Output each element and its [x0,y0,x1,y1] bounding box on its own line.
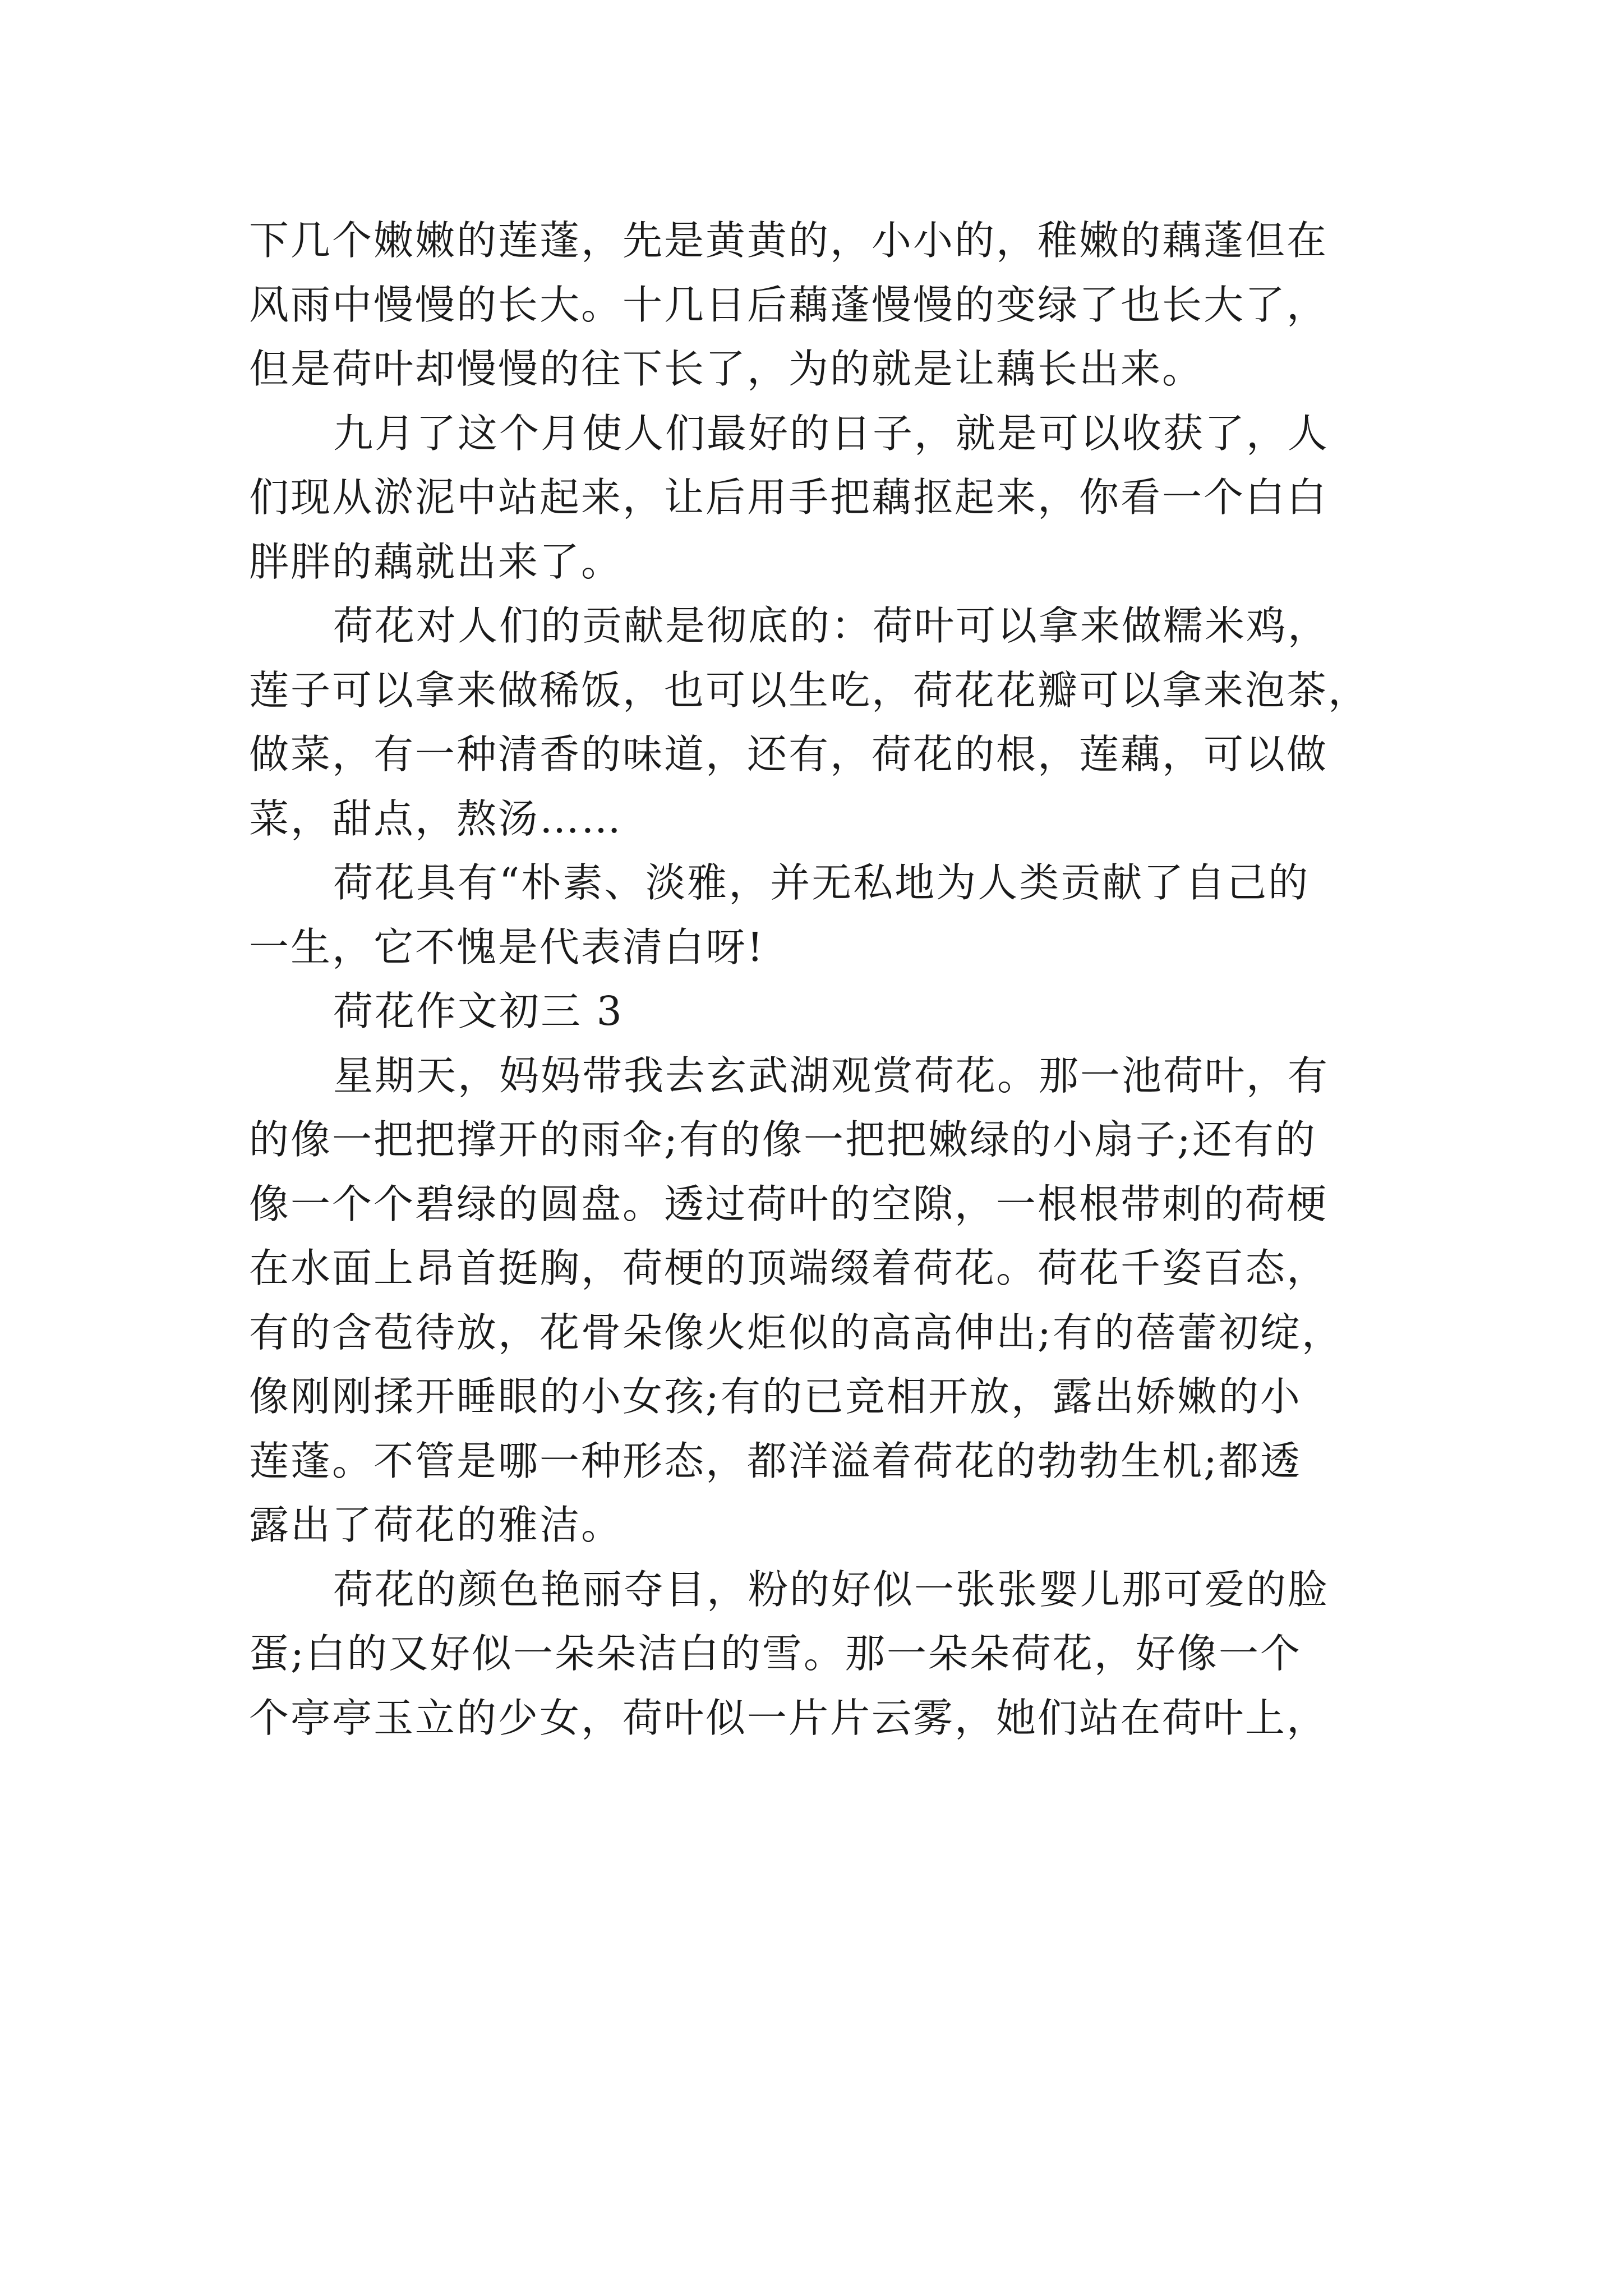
text-line: 荷花作文初三 3 [333,988,624,1034]
text-line: 莲蓬。不管是哪一种形态，都洋溢着荷花的勃勃生机;都透 [249,1437,1302,1484]
text-line: 的像一把把撑开的雨伞;有的像一把把嫩绿的小扇子;还有的 [249,1116,1317,1163]
text-line: 们现从淤泥中站起来，让后用手把藕抠起来，你看一个白白 [249,474,1329,521]
text-line: 像一个个碧绿的圆盘。透过荷叶的空隙，一根根带刺的荷梗 [249,1180,1329,1227]
text-line: 蛋;白的又好似一朵朵洁白的雪。那一朵朵荷花，好像一个 [249,1630,1302,1677]
text-line: 露出了荷花的雅洁。 [249,1502,623,1548]
text-line: 莲子可以拿来做稀饭，也可以生吃，荷花花瓣可以拿来泡茶， [249,666,1370,714]
text-line: 风雨中慢慢的长大。十几日后藕蓬慢慢的变绿了也长大了， [249,281,1329,328]
text-line: 胖胖的藕就出来了。 [249,538,623,585]
text-line: 个亭亭玉立的少女，荷叶似一片片云雾，她们站在荷叶上， [249,1694,1329,1741]
text-line: 荷花具有“朴素、淡雅，并无私地为人类贡献了自己的 [333,859,1310,906]
text-line: 九月了这个月使人们最好的日子，就是可以收获了，人 [333,409,1330,457]
text-line: 菜，甜点，熬汤…… [249,795,623,842]
text-line: 星期天，妈妈带我去玄武湖观赏荷花。那一池荷叶，有 [333,1052,1330,1099]
text-line: 但是荷叶却慢慢的往下长了，为的就是让藕长出来。 [249,346,1204,392]
text-line: 在水面上昂首挺胸，荷梗的顶端缀着荷花。荷花千姿百态， [249,1245,1329,1291]
text-line: 一生，它不愧是代表清白呀! [249,923,765,970]
text-line: 下几个嫩嫩的莲蓬，先是黄黄的，小小的，稚嫩的藕蓬但在 [249,217,1329,264]
text-line: 荷花的颜色艳丽夺目，粉的好似一张张婴儿那可爱的脸 [333,1566,1330,1613]
text-line: 像刚刚揉开睡眼的小女孩;有的已竞相开放，露出娇嫩的小 [249,1373,1302,1420]
text-line: 做菜，有一种清香的味道，还有，荷花的根，莲藕，可以做 [249,731,1329,777]
document-body [249,209,1376,1750]
text-line: 荷花对人们的贡献是彻底的：荷叶可以拿来做糯米鸡， [333,602,1330,649]
text-line: 有的含苞待放，花骨朵像火炬似的高高伸出;有的蓓蕾初绽， [249,1309,1343,1356]
